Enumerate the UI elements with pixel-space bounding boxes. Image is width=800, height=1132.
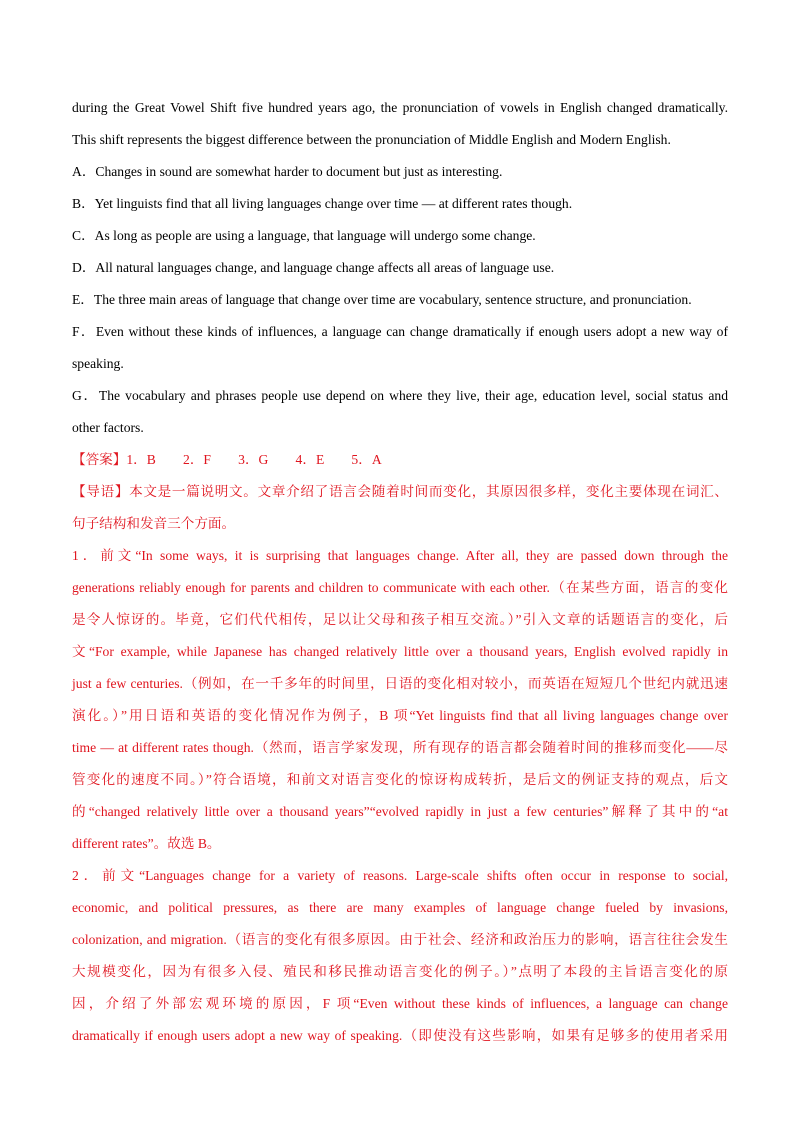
- option-g-cont: other factors.: [72, 420, 144, 435]
- q2-explanation: 2．前文“Languages change for a variety of reasons. Large-scale shifts often occur in response to social,: [72, 868, 728, 883]
- option-d: D．All natural languages change, and language change affects all areas of language use.: [72, 260, 555, 275]
- q1-explanation: 的“changed relatively little over a thousand years”“evolved rapidly in just a few centuries”解释了其中的“at: [72, 804, 728, 819]
- q1-explanation: 是令人惊讶的。毕竟，它们代代相传，足以让父母和孩子相互交流。）”引入文章的话题语言的变化，后: [72, 612, 728, 627]
- option-g: G．The vocabulary and phrases people use depend on where they live, their age, education level, social status and: [72, 388, 728, 403]
- q2-explanation: colonization, and migration.（语言的变化有很多原因。由于社会、经济和政治压力的影响，语言往往会发生: [72, 932, 728, 947]
- q1-explanation: generations reliably enough for parents and children to communicate with each other.（在某些方面，语言的变化: [72, 580, 728, 595]
- document-page: [72, 96, 728, 1056]
- option-c: C．As long as people are using a language, that language will undergo some change.: [72, 228, 536, 243]
- q2-explanation: 大规模变化，因为有很多入侵、殖民和移民推动语言变化的例子。）”点明了本段的主旨语言变化的原: [72, 964, 728, 979]
- option-b: B．Yet linguists find that all living languages change over time — at different rates though.: [72, 196, 573, 211]
- answer-key: 【答案】1．B 2．F 3．G 4．E 5．A: [72, 452, 382, 467]
- q1-explanation: 文“For example, while Japanese has changed relatively little over a thousand years, English evolved rapidly in: [72, 644, 728, 659]
- q2-explanation: dramatically if enough users adopt a new way of speaking.（即使没有这些影响，如果有足够多的使用者采用: [72, 1028, 728, 1043]
- q1-explanation: just a few centuries.（例如，在一千多年的时间里，日语的变化相对较小，而英语在短短几个世纪内就迅速: [72, 676, 728, 691]
- guide-text: 句子结构和发音三个方面。: [72, 516, 236, 531]
- q1-explanation: 管变化的速度不同。）”符合语境，和前文对语言变化的惊讶构成转折，是后文的例证支持的观点，后文: [72, 772, 728, 787]
- passage-line: This shift represents the biggest difference between the pronunciation of Middle English and Modern English.: [72, 132, 671, 147]
- option-f: F．Even without these kinds of influences, a language can change dramatically if enough users adopt a new way of: [72, 324, 728, 339]
- q2-explanation: 因，介绍了外部宏观环境的原因，F 项“Even without these kinds of influences, a language can change: [72, 996, 728, 1011]
- option-a: A．Changes in sound are somewhat harder to document but just as interesting.: [72, 164, 503, 179]
- q1-explanation: 1．前文“In some ways, it is surprising that languages change. After all, they are passed down through the: [72, 548, 728, 563]
- q1-explanation: 演化。）”用日语和英语的变化情况作为例子，B 项“Yet linguists find that all living languages change over: [72, 708, 728, 723]
- option-f-cont: speaking.: [72, 356, 124, 371]
- q2-explanation: economic, and political pressures, as there are many examples of language change fueled by invasions,: [72, 900, 728, 915]
- q1-explanation: time — at different rates though.（然而，语言学家发现，所有现存的语言都会随着时间的推移而变化——尽: [72, 740, 728, 755]
- q1-explanation: different rates”。故选 B。: [72, 836, 221, 851]
- guide-text: 【导语】本文是一篇说明文。文章介绍了语言会随着时间而变化，其原因很多样，变化主要体现在词汇、: [72, 484, 728, 499]
- passage-line: during the Great Vowel Shift five hundred years ago, the pronunciation of vowels in English changed dramatically.: [72, 100, 728, 115]
- option-e: E．The three main areas of language that change over time are vocabulary, sentence structure, and pronunciation.: [72, 292, 692, 307]
